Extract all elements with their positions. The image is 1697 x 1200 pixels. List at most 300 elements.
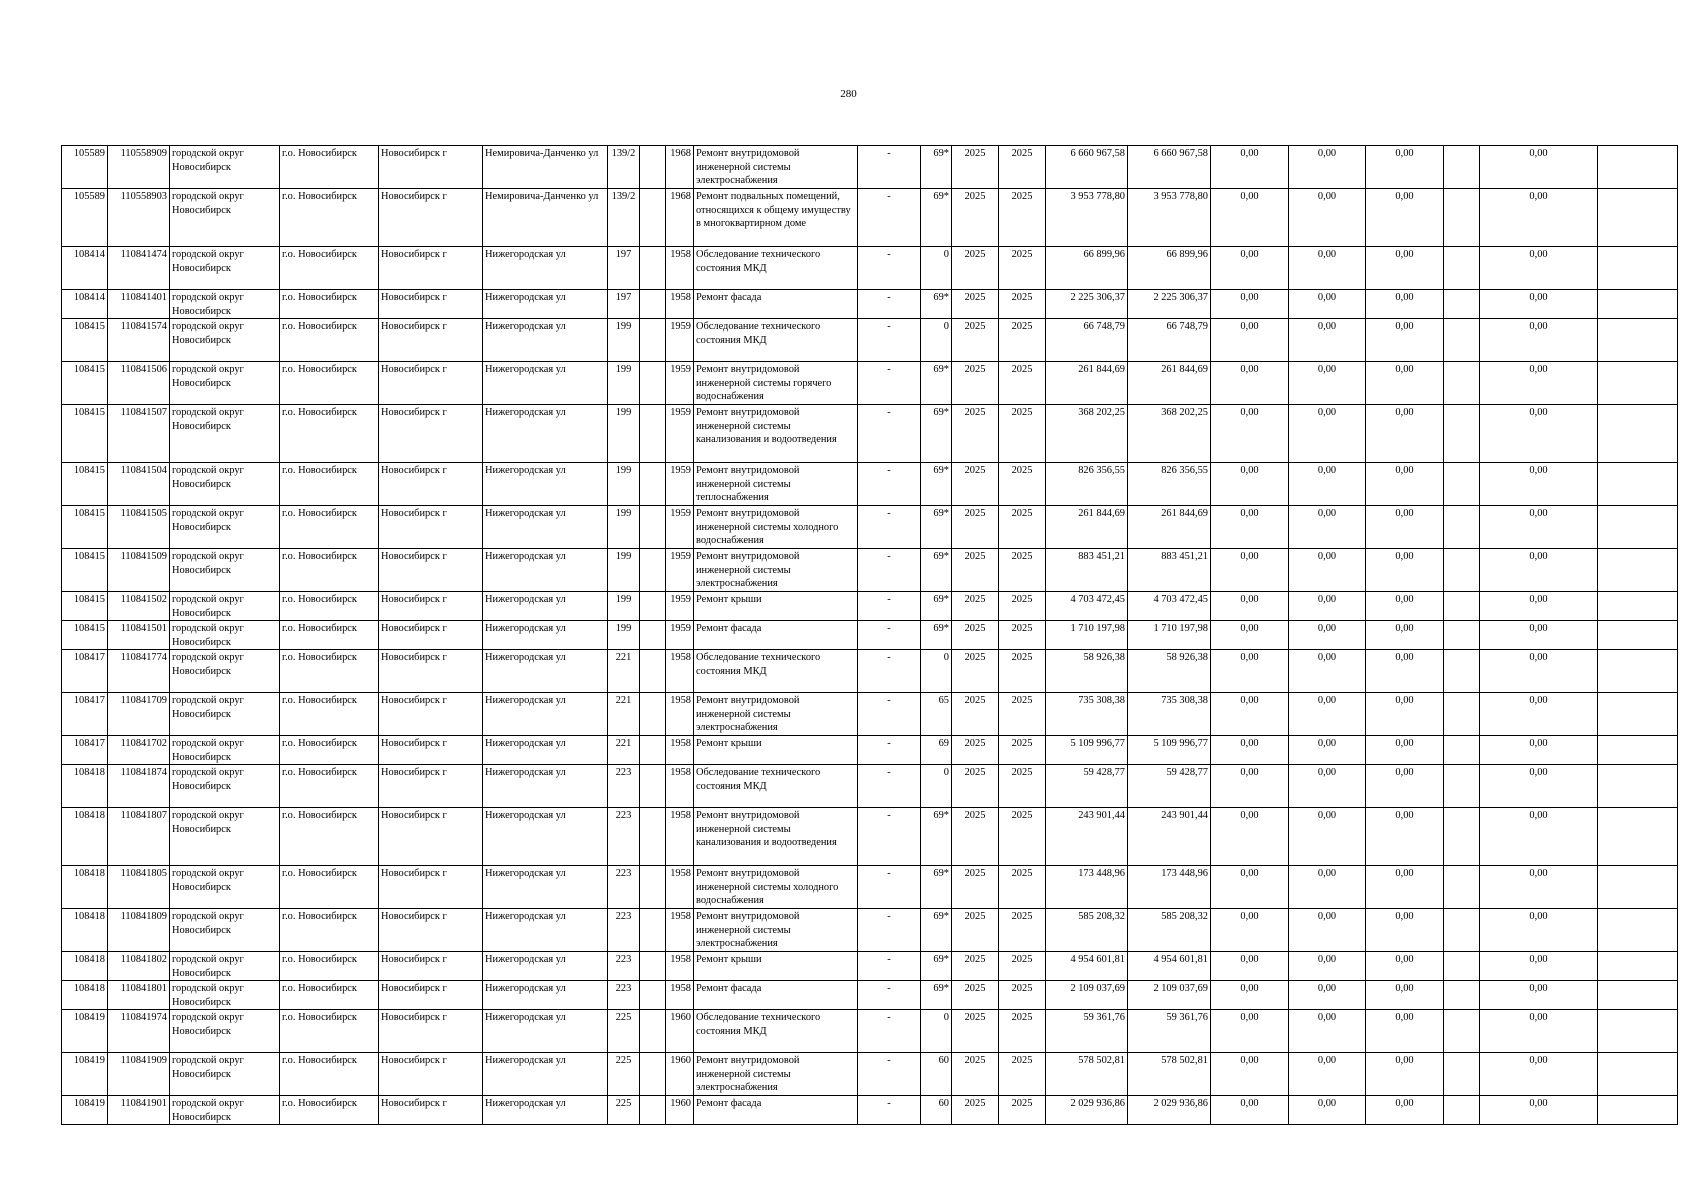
municipality-cell: городской округ Новосибирск [170,650,280,693]
building-cell [640,362,666,405]
plan-year-end-cell: 2025 [999,247,1046,290]
year-built-cell: 1959 [666,592,694,621]
empty-cell [1444,463,1480,506]
fund-cost-cell: 2 029 936,86 [1128,1096,1211,1125]
year-built-cell: 1959 [666,405,694,463]
house-id-cell: 108415 [62,592,108,621]
urban-district-cell: г.о. Новосибирск [280,247,379,290]
fund-cost-cell: 59 361,76 [1128,1010,1211,1053]
settlement-cell: Новосибирск г [379,549,483,592]
work-id-cell: 110841702 [108,736,170,765]
empty-cell [1444,808,1480,866]
plan-year-end-cell: 2025 [999,1096,1046,1125]
year-built-cell: 1959 [666,506,694,549]
dash-cell: - [858,621,921,650]
total-cost-cell: 66 748,79 [1046,319,1128,362]
street-cell: Нижегородская ул [483,319,608,362]
house-number-cell: 223 [608,909,640,952]
total-cost-cell: 2 225 306,37 [1046,290,1128,319]
empty-cell [1444,290,1480,319]
urban-district-cell: г.о. Новосибирск [280,765,379,808]
municipality-cell: городской округ Новосибирск [170,981,280,1010]
empty-cell [1444,693,1480,736]
house-id-cell: 108415 [62,506,108,549]
year-built-cell: 1958 [666,808,694,866]
work-id-cell: 110841901 [108,1096,170,1125]
plan-year-start-cell: 2025 [952,592,999,621]
year-built-cell: 1959 [666,463,694,506]
settlement-cell: Новосибирск г [379,1096,483,1125]
settlement-cell: Новосибирск г [379,1010,483,1053]
fund-cost-cell: 261 844,69 [1128,506,1211,549]
local-budget-cell: 0,00 [1366,952,1444,981]
empty-cell [1598,621,1678,650]
dash-cell: - [858,866,921,909]
urban-district-cell: г.о. Новосибирск [280,362,379,405]
federal-budget-cell: 0,00 [1211,808,1289,866]
street-cell: Нижегородская ул [483,650,608,693]
municipality-cell: городской округ Новосибирск [170,290,280,319]
table-row [62,592,1678,621]
urban-district-cell: г.о. Новосибирск [280,1053,379,1096]
work-type-cell: Обследование технического состояния МКД [694,247,858,290]
plan-year-end-cell: 2025 [999,1010,1046,1053]
fund-cost-cell: 826 356,55 [1128,463,1211,506]
wear-percent-cell: 65 [921,693,952,736]
empty-cell [1598,592,1678,621]
year-built-cell: 1958 [666,290,694,319]
owners-funds-cell: 0,00 [1480,146,1598,189]
empty-cell [1598,189,1678,247]
local-budget-cell: 0,00 [1366,736,1444,765]
house-id-cell: 108415 [62,362,108,405]
year-built-cell: 1960 [666,1010,694,1053]
street-cell: Нижегородская ул [483,1053,608,1096]
table-row [62,463,1678,506]
local-budget-cell: 0,00 [1366,506,1444,549]
empty-cell [1444,621,1480,650]
local-budget-cell: 0,00 [1366,592,1444,621]
urban-district-cell: г.о. Новосибирск [280,405,379,463]
house-id-cell: 108415 [62,621,108,650]
work-type-cell: Ремонт фасада [694,1096,858,1125]
work-type-cell: Ремонт внутридомовой инженерной системы холодного водоснабжения [694,866,858,909]
building-cell [640,592,666,621]
street-cell: Немировича-Данченко ул [483,189,608,247]
house-id-cell: 108418 [62,952,108,981]
street-cell: Нижегородская ул [483,1010,608,1053]
house-number-cell: 221 [608,650,640,693]
street-cell: Нижегородская ул [483,736,608,765]
plan-year-start-cell: 2025 [952,765,999,808]
municipality-cell: городской округ Новосибирск [170,506,280,549]
local-budget-cell: 0,00 [1366,362,1444,405]
plan-year-end-cell: 2025 [999,463,1046,506]
urban-district-cell: г.о. Новосибирск [280,146,379,189]
municipality-cell: городской округ Новосибирск [170,866,280,909]
settlement-cell: Новосибирск г [379,463,483,506]
wear-percent-cell: 69* [921,506,952,549]
year-built-cell: 1958 [666,736,694,765]
regional-budget-cell: 0,00 [1289,463,1366,506]
settlement-cell: Новосибирск г [379,362,483,405]
street-cell: Нижегородская ул [483,952,608,981]
owners-funds-cell: 0,00 [1480,362,1598,405]
work-type-cell: Ремонт внутридомовой инженерной системы горячего водоснабжения [694,362,858,405]
empty-cell [1444,1010,1480,1053]
page-number: 280 [840,88,857,100]
table-row [62,1096,1678,1125]
owners-funds-cell: 0,00 [1480,405,1598,463]
work-type-cell: Ремонт внутридомовой инженерной системы теплоснабжения [694,463,858,506]
plan-year-end-cell: 2025 [999,981,1046,1010]
empty-cell [1444,952,1480,981]
house-id-cell: 105589 [62,146,108,189]
work-id-cell: 110841805 [108,866,170,909]
urban-district-cell: г.о. Новосибирск [280,463,379,506]
work-id-cell: 110841505 [108,506,170,549]
settlement-cell: Новосибирск г [379,405,483,463]
plan-year-start-cell: 2025 [952,463,999,506]
federal-budget-cell: 0,00 [1211,592,1289,621]
house-number-cell: 221 [608,736,640,765]
plan-year-start-cell: 2025 [952,549,999,592]
urban-district-cell: г.о. Новосибирск [280,650,379,693]
repair-program-table [61,145,1678,1125]
street-cell: Нижегородская ул [483,463,608,506]
table-row [62,808,1678,866]
regional-budget-cell: 0,00 [1289,650,1366,693]
building-cell [640,189,666,247]
regional-budget-cell: 0,00 [1289,506,1366,549]
plan-year-start-cell: 2025 [952,621,999,650]
wear-percent-cell: 0 [921,1010,952,1053]
wear-percent-cell: 69* [921,405,952,463]
settlement-cell: Новосибирск г [379,808,483,866]
local-budget-cell: 0,00 [1366,693,1444,736]
plan-year-start-cell: 2025 [952,808,999,866]
fund-cost-cell: 58 926,38 [1128,650,1211,693]
plan-year-start-cell: 2025 [952,290,999,319]
work-type-cell: Обследование технического состояния МКД [694,765,858,808]
municipality-cell: городской округ Новосибирск [170,1010,280,1053]
municipality-cell: городской округ Новосибирск [170,592,280,621]
wear-percent-cell: 69* [921,592,952,621]
regional-budget-cell: 0,00 [1289,981,1366,1010]
urban-district-cell: г.о. Новосибирск [280,981,379,1010]
total-cost-cell: 585 208,32 [1046,909,1128,952]
empty-cell [1598,808,1678,866]
total-cost-cell: 4 703 472,45 [1046,592,1128,621]
settlement-cell: Новосибирск г [379,866,483,909]
building-cell [640,981,666,1010]
building-cell [640,1010,666,1053]
empty-cell [1444,247,1480,290]
federal-budget-cell: 0,00 [1211,909,1289,952]
year-built-cell: 1959 [666,362,694,405]
work-type-cell: Обследование технического состояния МКД [694,650,858,693]
wear-percent-cell: 69* [921,981,952,1010]
local-budget-cell: 0,00 [1366,909,1444,952]
dash-cell: - [858,981,921,1010]
federal-budget-cell: 0,00 [1211,1053,1289,1096]
fund-cost-cell: 66 899,96 [1128,247,1211,290]
house-number-cell: 199 [608,319,640,362]
house-id-cell: 108417 [62,736,108,765]
work-id-cell: 110841774 [108,650,170,693]
total-cost-cell: 5 109 996,77 [1046,736,1128,765]
plan-year-end-cell: 2025 [999,866,1046,909]
regional-budget-cell: 0,00 [1289,952,1366,981]
empty-cell [1444,981,1480,1010]
local-budget-cell: 0,00 [1366,290,1444,319]
federal-budget-cell: 0,00 [1211,765,1289,808]
dash-cell: - [858,247,921,290]
plan-year-end-cell: 2025 [999,549,1046,592]
owners-funds-cell: 0,00 [1480,621,1598,650]
work-id-cell: 110841504 [108,463,170,506]
table-row [62,549,1678,592]
plan-year-end-cell: 2025 [999,146,1046,189]
empty-cell [1444,592,1480,621]
building-cell [640,146,666,189]
house-id-cell: 108418 [62,866,108,909]
local-budget-cell: 0,00 [1366,319,1444,362]
empty-cell [1598,506,1678,549]
plan-year-end-cell: 2025 [999,405,1046,463]
local-budget-cell: 0,00 [1366,1053,1444,1096]
dash-cell: - [858,549,921,592]
total-cost-cell: 59 428,77 [1046,765,1128,808]
regional-budget-cell: 0,00 [1289,866,1366,909]
table-row [62,765,1678,808]
building-cell [640,736,666,765]
urban-district-cell: г.о. Новосибирск [280,290,379,319]
house-number-cell: 197 [608,247,640,290]
building-cell [640,952,666,981]
plan-year-end-cell: 2025 [999,693,1046,736]
work-type-cell: Ремонт внутридомовой инженерной системы канализования и водоотведения [694,405,858,463]
house-id-cell: 108415 [62,319,108,362]
municipality-cell: городской округ Новосибирск [170,146,280,189]
year-built-cell: 1959 [666,319,694,362]
house-number-cell: 225 [608,1053,640,1096]
dash-cell: - [858,1010,921,1053]
regional-budget-cell: 0,00 [1289,736,1366,765]
plan-year-start-cell: 2025 [952,693,999,736]
empty-cell [1444,1096,1480,1125]
dash-cell: - [858,952,921,981]
plan-year-end-cell: 2025 [999,650,1046,693]
table-row [62,866,1678,909]
table-row [62,736,1678,765]
urban-district-cell: г.о. Новосибирск [280,1096,379,1125]
owners-funds-cell: 0,00 [1480,189,1598,247]
settlement-cell: Новосибирск г [379,592,483,621]
building-cell [640,621,666,650]
work-type-cell: Ремонт фасада [694,981,858,1010]
building-cell [640,506,666,549]
urban-district-cell: г.о. Новосибирск [280,693,379,736]
street-cell: Нижегородская ул [483,405,608,463]
empty-cell [1598,290,1678,319]
plan-year-start-cell: 2025 [952,1096,999,1125]
table-row [62,247,1678,290]
urban-district-cell: г.о. Новосибирск [280,952,379,981]
empty-cell [1444,650,1480,693]
building-cell [640,866,666,909]
work-id-cell: 110841509 [108,549,170,592]
total-cost-cell: 58 926,38 [1046,650,1128,693]
table-row [62,621,1678,650]
table-row [62,319,1678,362]
house-number-cell: 199 [608,592,640,621]
plan-year-start-cell: 2025 [952,736,999,765]
total-cost-cell: 243 901,44 [1046,808,1128,866]
municipality-cell: городской округ Новосибирск [170,693,280,736]
regional-budget-cell: 0,00 [1289,405,1366,463]
total-cost-cell: 1 710 197,98 [1046,621,1128,650]
table-row [62,189,1678,247]
wear-percent-cell: 69* [921,909,952,952]
settlement-cell: Новосибирск г [379,189,483,247]
building-cell [640,909,666,952]
empty-cell [1598,549,1678,592]
work-id-cell: 110558903 [108,189,170,247]
house-id-cell: 108414 [62,290,108,319]
municipality-cell: городской округ Новосибирск [170,808,280,866]
building-cell [640,1096,666,1125]
plan-year-end-cell: 2025 [999,506,1046,549]
regional-budget-cell: 0,00 [1289,146,1366,189]
total-cost-cell: 173 448,96 [1046,866,1128,909]
municipality-cell: городской округ Новосибирск [170,765,280,808]
plan-year-start-cell: 2025 [952,981,999,1010]
year-built-cell: 1958 [666,909,694,952]
empty-cell [1598,247,1678,290]
owners-funds-cell: 0,00 [1480,592,1598,621]
federal-budget-cell: 0,00 [1211,549,1289,592]
empty-cell [1444,1053,1480,1096]
federal-budget-cell: 0,00 [1211,981,1289,1010]
empty-cell [1598,1053,1678,1096]
regional-budget-cell: 0,00 [1289,549,1366,592]
house-number-cell: 199 [608,549,640,592]
empty-cell [1444,549,1480,592]
total-cost-cell: 368 202,25 [1046,405,1128,463]
empty-cell [1598,952,1678,981]
owners-funds-cell: 0,00 [1480,1096,1598,1125]
street-cell: Нижегородская ул [483,506,608,549]
work-type-cell: Ремонт крыши [694,592,858,621]
fund-cost-cell: 243 901,44 [1128,808,1211,866]
street-cell: Нижегородская ул [483,765,608,808]
empty-cell [1444,189,1480,247]
municipality-cell: городской округ Новосибирск [170,405,280,463]
table-row [62,693,1678,736]
dash-cell: - [858,1053,921,1096]
wear-percent-cell: 69* [921,146,952,189]
building-cell [640,650,666,693]
municipality-cell: городской округ Новосибирск [170,189,280,247]
street-cell: Нижегородская ул [483,592,608,621]
local-budget-cell: 0,00 [1366,765,1444,808]
house-id-cell: 108418 [62,981,108,1010]
fund-cost-cell: 585 208,32 [1128,909,1211,952]
wear-percent-cell: 69 [921,736,952,765]
federal-budget-cell: 0,00 [1211,463,1289,506]
federal-budget-cell: 0,00 [1211,736,1289,765]
settlement-cell: Новосибирск г [379,506,483,549]
plan-year-start-cell: 2025 [952,866,999,909]
work-type-cell: Ремонт внутридомовой инженерной системы электроснабжения [694,693,858,736]
house-number-cell: 199 [608,621,640,650]
total-cost-cell: 59 361,76 [1046,1010,1128,1053]
total-cost-cell: 66 899,96 [1046,247,1128,290]
plan-year-end-cell: 2025 [999,909,1046,952]
dash-cell: - [858,146,921,189]
local-budget-cell: 0,00 [1366,981,1444,1010]
settlement-cell: Новосибирск г [379,319,483,362]
urban-district-cell: г.о. Новосибирск [280,808,379,866]
dash-cell: - [858,189,921,247]
dash-cell: - [858,362,921,405]
building-cell [640,1053,666,1096]
year-built-cell: 1958 [666,693,694,736]
municipality-cell: городской округ Новосибирск [170,247,280,290]
year-built-cell: 1958 [666,247,694,290]
owners-funds-cell: 0,00 [1480,247,1598,290]
total-cost-cell: 2 109 037,69 [1046,981,1128,1010]
empty-cell [1444,146,1480,189]
street-cell: Нижегородская ул [483,909,608,952]
empty-cell [1444,405,1480,463]
house-number-cell: 139/2 [608,146,640,189]
local-budget-cell: 0,00 [1366,1010,1444,1053]
house-number-cell: 223 [608,808,640,866]
empty-cell [1598,650,1678,693]
house-id-cell: 108417 [62,650,108,693]
settlement-cell: Новосибирск г [379,290,483,319]
wear-percent-cell: 69* [921,290,952,319]
fund-cost-cell: 173 448,96 [1128,866,1211,909]
building-cell [640,319,666,362]
fund-cost-cell: 3 953 778,80 [1128,189,1211,247]
empty-cell [1598,693,1678,736]
building-cell [640,463,666,506]
building-cell [640,290,666,319]
work-id-cell: 110841501 [108,621,170,650]
year-built-cell: 1958 [666,650,694,693]
municipality-cell: городской округ Новосибирск [170,463,280,506]
table-row [62,146,1678,189]
regional-budget-cell: 0,00 [1289,189,1366,247]
fund-cost-cell: 4 954 601,81 [1128,952,1211,981]
urban-district-cell: г.о. Новосибирск [280,189,379,247]
work-type-cell: Ремонт фасада [694,621,858,650]
house-id-cell: 108419 [62,1053,108,1096]
wear-percent-cell: 69* [921,463,952,506]
settlement-cell: Новосибирск г [379,736,483,765]
house-id-cell: 108417 [62,693,108,736]
fund-cost-cell: 66 748,79 [1128,319,1211,362]
owners-funds-cell: 0,00 [1480,808,1598,866]
municipality-cell: городской округ Новосибирск [170,362,280,405]
urban-district-cell: г.о. Новосибирск [280,866,379,909]
house-id-cell: 108418 [62,808,108,866]
municipality-cell: городской округ Новосибирск [170,1096,280,1125]
fund-cost-cell: 883 451,21 [1128,549,1211,592]
